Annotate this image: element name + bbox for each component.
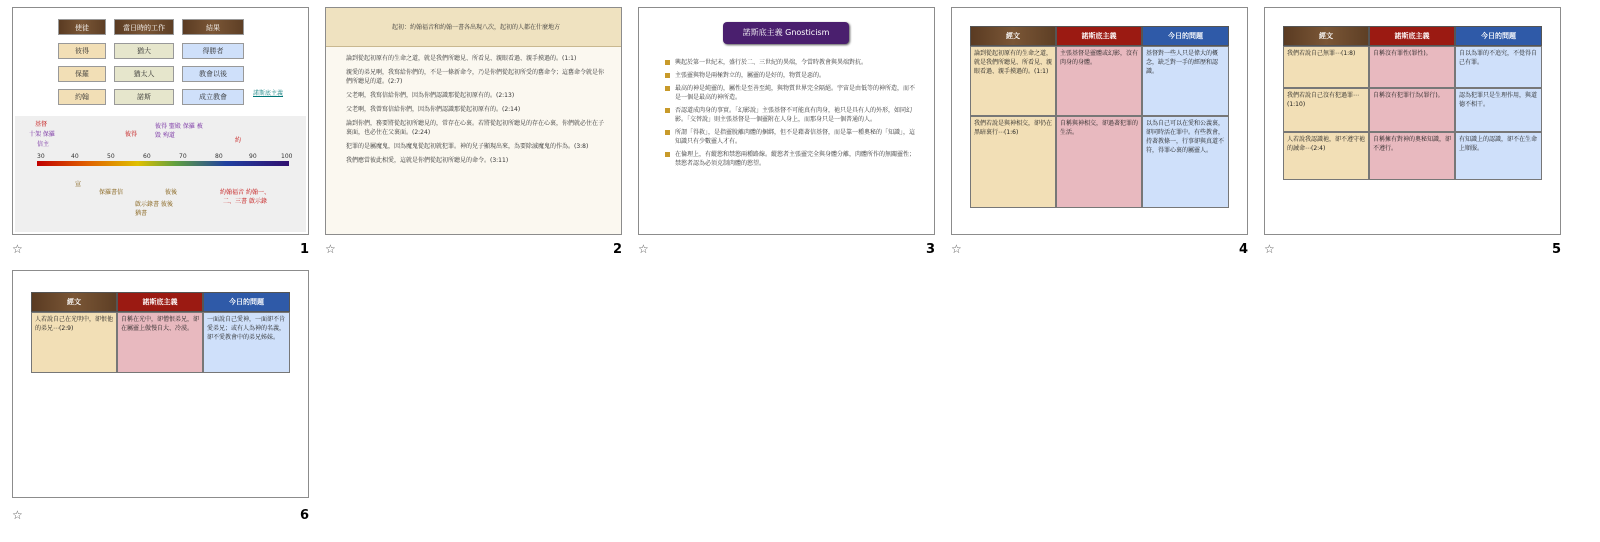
column-header: 經文	[970, 26, 1056, 46]
bullet-text: 主張靈與物是兩極對立的，屬靈的是好的，物質是惡的。	[675, 72, 826, 79]
slide-footer	[638, 242, 935, 258]
timeline-ticks	[37, 152, 297, 160]
title-box	[723, 22, 849, 44]
timeline-label: 彼得	[125, 131, 138, 138]
column-header: 今日的問題	[1142, 26, 1229, 46]
slide-4[interactable]	[951, 7, 1248, 235]
timeline-label: 信主	[37, 141, 50, 148]
table-header: 使徒	[58, 19, 106, 35]
table-cell: 自稱在光中，卻憎恨弟兄，卻在屬靈上傲慢自大、冷漠。	[117, 312, 203, 373]
slide-footer	[1264, 242, 1561, 258]
slide-header-text: 起初：約翰福音和約翰一書各出現八次，起初的人都在什麼地方	[391, 24, 560, 31]
table-cell: 猶太人	[114, 66, 174, 82]
table-cell: 我們若說自己沒有犯過罪⋯(1:10)	[1283, 88, 1369, 132]
table-cell: 諾斯	[114, 89, 174, 105]
bullet-item	[665, 150, 915, 168]
timeline-label: 約	[235, 137, 242, 144]
bullet-square-icon	[665, 73, 670, 78]
slide-number: 6	[299, 508, 309, 523]
tick-label: 70	[179, 153, 187, 160]
verse-list	[346, 54, 606, 170]
column-header: 經文	[31, 292, 117, 312]
bullet-text: 否認道成肉身的事實。「幻影說」主張基督不可能真有肉身，祂只是具有人的外形，如同幻影。「交替說」則主張基督是一個靈附在人身上，而那身只是一個普通的人。	[675, 107, 913, 123]
star-icon[interactable]: ☆	[325, 242, 336, 256]
star-icon[interactable]: ☆	[12, 508, 23, 522]
slide-footer	[12, 242, 309, 258]
slide-3[interactable]	[638, 7, 935, 235]
verse-paragraph: 論到你們，務要將從起初所聽見的，常存在心裏。若將從起初所聽見的存在心裏，你們就必住在子裏面，也必住在父裏面。(2:24)	[346, 120, 605, 136]
table-cell: 得勝者	[182, 43, 244, 59]
tick-label: 40	[71, 153, 79, 160]
slide-2[interactable]	[325, 7, 622, 235]
column-header: 今日的問題	[203, 292, 290, 312]
slide-number: 4	[1238, 242, 1248, 257]
bullet-text: 興起於第一世紀末，盛行於二、三世紀的異端，令當時教會與異端對抗。	[675, 59, 868, 66]
verse-paragraph: 論到從起初原有的生命之道，就是我們所聽見、所看見、親眼看過、親手摸過的。(1:1)	[346, 55, 577, 62]
table-cell: 自稱與神相交，卻過著犯罪的生活。	[1056, 116, 1142, 208]
column-header: 諾斯底主義	[1369, 26, 1455, 46]
verse-paragraph: 父老啊，我曾寫信給你們，因為你們認識那從起初原有的。(2:14)	[346, 106, 521, 113]
tick-label: 80	[215, 153, 223, 160]
slide-5[interactable]	[1264, 7, 1561, 235]
tick-label: 90	[249, 153, 257, 160]
table-cell: 猶大	[114, 43, 174, 59]
table-cell: 人若說我認識祂，卻不遵守祂的誡命⋯(2:4)	[1283, 132, 1369, 180]
bullet-item	[665, 128, 915, 146]
column-header: 諾斯底主義	[117, 292, 203, 312]
star-icon[interactable]: ☆	[951, 242, 962, 256]
bullet-text: 在倫理上，有縱慾和禁慾兩種路線。縱慾者主張靈完全與身體分離，肉體所作的無關靈性；禁慾者認為必須克制肉體的慾望。	[675, 151, 916, 167]
table-cell: 人若說自己在光明中，卻恨他的弟兄⋯(2:9)	[31, 312, 117, 373]
slide-footer	[951, 242, 1248, 258]
star-icon[interactable]: ☆	[638, 242, 649, 256]
table-header: 結果	[182, 19, 244, 35]
table-cell: 我們若說是與神相交，卻仍在黑暗裏行⋯(1:6)	[970, 116, 1056, 208]
slide-header	[326, 8, 622, 47]
timeline-label: 彼得 聖殿 保羅 被毀 殉道	[155, 123, 203, 139]
star-icon[interactable]: ☆	[12, 242, 23, 256]
timeline-panel	[15, 116, 306, 232]
tick-label: 30	[37, 153, 45, 160]
table-header: 當日時的工作	[114, 19, 174, 35]
timeline-label: 宣	[75, 181, 82, 188]
table-cell: 成立教會	[182, 89, 244, 105]
slide-number: 5	[1551, 242, 1561, 257]
table-cell: 認為犯罪只是生理作用，與道德不相干。	[1455, 88, 1542, 132]
slide-number: 1	[299, 242, 309, 257]
table-cell: 有知識上的認識，卻不在生命上順服。	[1455, 132, 1542, 180]
table-cell: 基督對一些人只是偉大的概念，缺乏對一手的經歷和認識。	[1142, 46, 1229, 116]
table-cell: 自稱沒有犯罪行為(罪行)。	[1369, 88, 1455, 132]
slide-number: 2	[612, 242, 622, 257]
timeline-label: 保羅書信	[99, 189, 124, 196]
column-header: 諾斯底主義	[1056, 26, 1142, 46]
star-icon[interactable]: ☆	[1264, 242, 1275, 256]
table-cell: 一面說自己愛神，一面卻不肯愛弟兄；或有人為神的名義，卻不愛教會中的弟兄姊妹。	[203, 312, 290, 373]
column-header: 經文	[1283, 26, 1369, 46]
bullet-square-icon	[665, 152, 670, 157]
table-cell: 教會以後	[182, 66, 244, 82]
bullet-list	[665, 58, 915, 172]
slide-1[interactable]	[12, 7, 309, 235]
gnosticism-link[interactable]: 諾斯底主義	[253, 90, 284, 97]
bullet-item	[665, 71, 915, 80]
tick-label: 100	[281, 153, 293, 160]
column-header: 今日的問題	[1455, 26, 1542, 46]
table-cell: 保羅	[58, 66, 106, 82]
slide-6[interactable]	[12, 270, 309, 498]
timeline-label: 基督	[35, 121, 48, 128]
table-cell: 自稱擁有對神的奧秘知識，卻不遵行。	[1369, 132, 1455, 180]
bullet-square-icon	[665, 130, 670, 135]
table-cell: 自稱沒有罪性(罪性)。	[1369, 46, 1455, 88]
table-cell: 約翰	[58, 89, 106, 105]
timeline-bar	[37, 161, 289, 166]
slide-footer	[325, 242, 622, 258]
timeline-label: 啟示錄書 彼後猶書	[135, 201, 173, 217]
bullet-item	[665, 58, 915, 67]
bullet-text: 所謂「得救」，是指靈脫離肉體的捆綁，但不是藉著信基督，而是靠一種奧秘的「知識」，這知識只有少數靈人才有。	[675, 129, 916, 145]
table-cell: 自以為罪的不追究，不覺得自己有罪。	[1455, 46, 1542, 88]
verse-paragraph: 父老啊，我寫信給你們，因為你們認識那從起初原有的。(2:13)	[346, 92, 515, 99]
table-cell: 論到從起初原有的生命之道，就是我們所聽見、所看見、親眼看過、親手摸過的。(1:1)	[970, 46, 1056, 116]
slide-number: 3	[925, 242, 935, 257]
timeline-label: 十架 保羅	[29, 131, 55, 138]
table-cell: 我們若說自己無罪⋯(1:8)	[1283, 46, 1369, 88]
slide-footer	[12, 508, 309, 524]
bullet-item	[665, 84, 915, 102]
tick-label: 60	[143, 153, 151, 160]
table-cell: 彼得	[58, 43, 106, 59]
verse-paragraph: 犯罪的是屬魔鬼，因為魔鬼從起初就犯罪。神的兒子顯現出來，為要除滅魔鬼的作為。(3:8)	[346, 143, 589, 150]
verse-paragraph: 親愛的弟兄啊，我寫給你們的，不是一條新命令，乃是你們從起初所受的舊命令；這舊命令就是你們所聽見的道。(2:7)	[346, 69, 605, 85]
verse-paragraph: 我們應當彼此相愛，這就是你們從起初所聽見的命令。(3:11)	[346, 157, 509, 164]
bullet-item	[665, 106, 915, 124]
table-cell: 主張基督是靈體或幻影，沒有肉身的身體。	[1056, 46, 1142, 116]
bullet-square-icon	[665, 86, 670, 91]
timeline-label: 彼後	[165, 189, 178, 196]
bullet-text: 最高的神是純靈的，屬性是至善至純，與物質世界完全隔絕。宇宙是由低等的神所造，而不是一個是最高的神所造。	[675, 85, 916, 101]
timeline-label: 約翰福音 約翰一、二、三書 啟示錄	[220, 189, 270, 205]
bullet-square-icon	[665, 108, 670, 113]
table-cell: 以為自己可以在愛和公義裏，卻同時活在罪中。有些教會，持著教條一，行事卻與真道不符，得罪心裏的屬靈人。	[1142, 116, 1229, 208]
bullet-square-icon	[665, 60, 670, 65]
slide-title: 諾斯底主義 Gnosticism	[742, 28, 830, 37]
tick-label: 50	[107, 153, 115, 160]
